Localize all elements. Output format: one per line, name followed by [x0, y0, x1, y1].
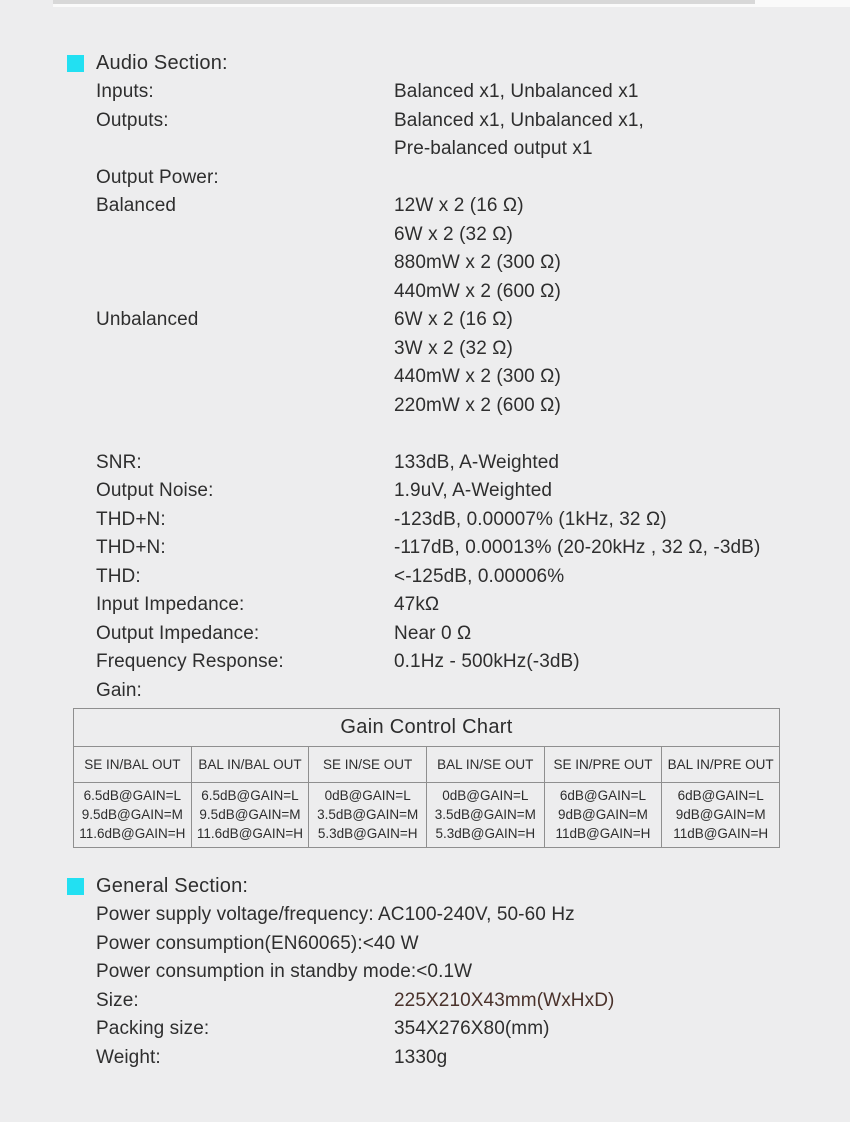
spec-value-line: -117dB, 0.00013% (20-20kHz , 32 Ω, -3dB) — [394, 537, 761, 558]
spec-value-line: 440mW x 2 (300 Ω) — [394, 366, 561, 387]
gain-value-line: 5.3dB@GAIN=H — [435, 826, 536, 841]
spec-label: THD+N: — [96, 508, 166, 530]
gain-table-data-cell — [544, 783, 662, 848]
top-edge-line — [53, 0, 755, 4]
general-value: 225X210X43mm(WxHxD) — [394, 989, 615, 1011]
gain-value-line: 6.5dB@GAIN=L — [83, 788, 182, 803]
spec-value-line: -123dB, 0.00007% (1kHz, 32 Ω) — [394, 508, 667, 530]
gain-table-data-cell — [309, 783, 427, 848]
general-spec-list — [96, 901, 820, 1072]
cyan-square-bullet-icon — [67, 878, 84, 895]
general-row — [96, 930, 820, 959]
gain-table-header-row — [74, 747, 780, 783]
spec-value — [394, 648, 820, 677]
audio-section — [0, 49, 850, 705]
general-row — [96, 987, 820, 1016]
spec-row — [96, 620, 820, 649]
gain-value-line: 0dB@GAIN=L — [324, 788, 411, 803]
spec-value — [394, 107, 820, 164]
gain-value-line: 6.5dB@GAIN=L — [201, 788, 299, 803]
gain-table-header-cell: BAL IN/SE OUT — [426, 747, 544, 783]
gain-control-chart-table — [73, 708, 780, 848]
gain-value-line: 5.3dB@GAIN=H — [317, 826, 418, 841]
spec-value-line: 3W x 2 (32 Ω) — [394, 337, 513, 359]
spec-value-line: Pre-balanced output x1 — [394, 138, 593, 159]
gain-value-line: 9dB@GAIN=M — [558, 807, 648, 822]
gain-table-header-cell: BAL IN/PRE OUT — [662, 747, 780, 783]
gain-table-header-cell: SE IN/SE OUT — [309, 747, 427, 783]
gain-value-line: 9.5dB@GAIN=M — [199, 807, 301, 822]
spec-label: Unbalanced — [96, 309, 199, 330]
spec-label: Outputs: — [96, 109, 169, 131]
audio-section-title: Audio Section: — [96, 52, 228, 74]
general-label: Packing size: — [96, 1018, 210, 1039]
spec-value-line: 6W x 2 (16 Ω) — [394, 309, 513, 330]
spec-value — [394, 78, 820, 107]
spec-row — [96, 192, 820, 306]
gain-value-line: 0dB@GAIN=L — [442, 788, 529, 803]
gain-table-title-row — [74, 709, 780, 747]
spec-value-line: 440mW x 2 (600 Ω) — [394, 280, 561, 302]
spec-row — [96, 477, 820, 506]
spec-label: Inputs: — [96, 81, 154, 102]
gain-value-line: 6dB@GAIN=L — [677, 788, 764, 803]
spec-row — [96, 563, 820, 592]
gain-value-line: 6dB@GAIN=L — [559, 788, 647, 803]
spec-row — [96, 591, 820, 620]
audio-section-header — [0, 49, 850, 78]
spec-value-line: 1.9uV, A-Weighted — [394, 480, 553, 501]
top-edge-strip — [53, 0, 850, 7]
spec-row — [96, 648, 820, 677]
general-row — [96, 1044, 820, 1073]
general-label: Size: — [96, 989, 139, 1011]
gain-value-line: 11.6dB@GAIN=H — [79, 826, 186, 841]
spec-row — [96, 78, 820, 107]
general-row — [96, 1015, 820, 1044]
spec-value — [394, 591, 820, 620]
spec-label: Balanced — [96, 195, 177, 216]
general-text-line: Power consumption in standby mode:<0.1W — [96, 961, 473, 982]
spec-value-line: <-125dB, 0.00006% — [394, 565, 565, 587]
gain-table-data-cell — [662, 783, 780, 848]
spec-value-line: 0.1Hz - 500kHz(-3dB) — [394, 651, 580, 672]
spec-label: Frequency Response: — [96, 651, 284, 672]
audio-spec-list — [96, 78, 820, 705]
spec-value — [394, 563, 820, 592]
spec-value-line: 880mW x 2 (300 Ω) — [394, 252, 561, 273]
general-row — [96, 901, 820, 930]
general-value: 354X276X80(mm) — [394, 1018, 550, 1039]
spec-value — [394, 506, 820, 535]
spec-row — [96, 534, 820, 563]
gain-value-line: 3.5dB@GAIN=M — [317, 807, 419, 822]
spec-label: Input Impedance: — [96, 594, 245, 615]
spec-value — [394, 677, 820, 706]
general-section-title: General Section: — [96, 875, 249, 897]
spec-value-line: Balanced x1, Unbalanced x1 — [394, 81, 639, 102]
gain-value-line: 9dB@GAIN=M — [675, 807, 766, 822]
spec-row — [96, 107, 820, 164]
spec-value-line: 220mW x 2 (600 Ω) — [394, 394, 561, 416]
spec-label: THD+N: — [96, 537, 166, 558]
general-label: Weight: — [96, 1046, 161, 1068]
spec-value-line: Balanced x1, Unbalanced x1, — [394, 109, 644, 131]
spec-value-line: 6W x 2 (32 Ω) — [394, 223, 513, 245]
general-row — [96, 958, 820, 987]
spec-row — [96, 677, 820, 706]
spec-label: Gain: — [96, 679, 142, 701]
spec-row — [96, 449, 820, 478]
spec-value-line: 12W x 2 (16 Ω) — [394, 195, 524, 216]
spec-value-line: Near 0 Ω — [394, 622, 472, 644]
spec-row — [96, 164, 820, 193]
gain-value-line: 3.5dB@GAIN=M — [434, 807, 536, 822]
spec-value — [394, 192, 820, 306]
general-value: 1330g — [394, 1046, 448, 1068]
gain-value-line: 9.5dB@GAIN=M — [81, 807, 183, 822]
general-text-line: Power supply voltage/frequency: AC100-240V, 50-60 Hz — [96, 904, 575, 925]
spec-row — [96, 506, 820, 535]
spec-value — [394, 534, 820, 563]
spec-value — [394, 164, 820, 193]
gain-table-data-cell — [191, 783, 309, 848]
spec-value-line: 133dB, A-Weighted — [394, 451, 560, 473]
spec-label: Output Power: — [96, 166, 219, 188]
gain-table-data-cell — [74, 783, 192, 848]
spec-label: SNR: — [96, 451, 142, 473]
spec-value — [394, 449, 820, 478]
spec-label: Output Impedance: — [96, 622, 260, 644]
gain-table-header-cell: BAL IN/BAL OUT — [191, 747, 309, 783]
spec-value — [394, 306, 820, 420]
spec-label: THD: — [96, 565, 141, 587]
spec-row — [96, 306, 820, 420]
spec-value — [394, 477, 820, 506]
gain-value-line: 11dB@GAIN=H — [555, 826, 651, 841]
spec-value-line: 47kΩ — [394, 594, 440, 615]
gain-table-data-cell — [426, 783, 544, 848]
gain-table-data-row — [74, 783, 780, 848]
cyan-square-bullet-icon — [67, 55, 84, 72]
gain-value-line: 11.6dB@GAIN=H — [196, 826, 304, 841]
gain-table-header-cell: SE IN/BAL OUT — [74, 747, 192, 783]
gain-table-title: Gain Control Chart — [74, 709, 780, 747]
gain-value-line: 11dB@GAIN=H — [673, 826, 769, 841]
general-section-header — [0, 872, 850, 901]
general-text-line: Power consumption(EN60065):<40 W — [96, 932, 419, 954]
general-section — [0, 872, 850, 1072]
spec-label: Output Noise: — [96, 480, 214, 501]
spec-value — [394, 620, 820, 649]
gain-table-header-cell: SE IN/PRE OUT — [544, 747, 662, 783]
